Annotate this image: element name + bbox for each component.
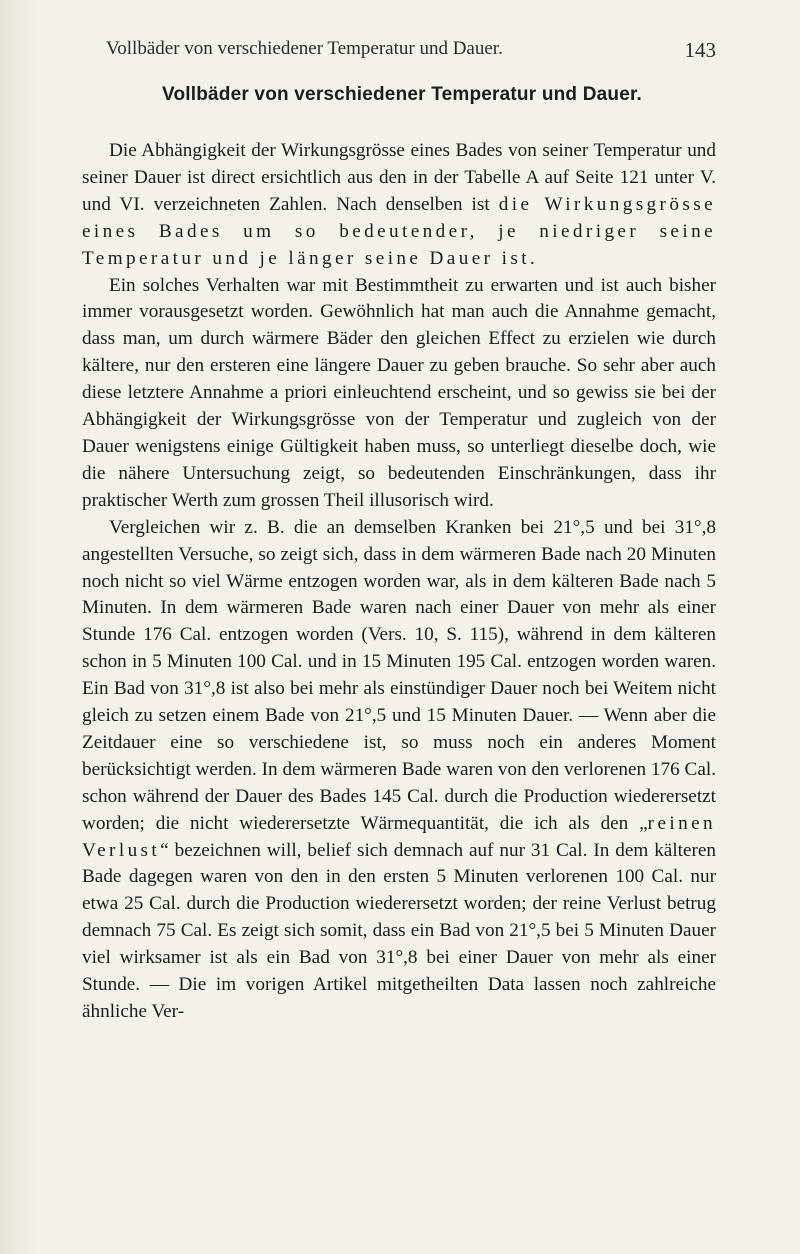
running-title: Vollbäder von verschiedener Temperatur und Dauer. bbox=[106, 38, 503, 59]
paragraph-3-text-b: “ bezeichnen will, belief sich demnach auf nur 31 Cal. In dem kälteren Bade dagegen waren von den in den ersten 5 Minuten verlorenen 100 Cal. nur etwa 25 Cal. durch die Production wiederersetzt worden; der reine Verlust betrug demnach 75 Cal. Es zeigt sich somit, dass ein Bad von 21°,5 bei 5 Minuten Dauer viel wirksamer ist als ein Bad von 31°,8 bei einer Dauer von mehr als einer Stunde. — Die im vorigen Artikel mitgetheilten Data lassen noch zahlreiche ähnliche Ver- bbox=[82, 839, 716, 1022]
book-page bbox=[82, 0, 722, 1254]
page-edge-shadow bbox=[0, 0, 38, 1254]
running-header bbox=[82, 38, 716, 68]
section-title: Vollbäder von verschiedener Temperatur und Dauer. bbox=[161, 84, 642, 105]
body-text bbox=[82, 138, 716, 1026]
paragraph-3 bbox=[82, 515, 716, 1026]
paragraph-1-text: Die Abhängigkeit der Wirkungsgrösse eines Bades von seiner Temperatur und seiner Dauer ist direct ersichtlich aus den in der Tabelle A auf Seite 121 unter V. und VI. verzeichneten Zahlen. Nach denselben ist bbox=[82, 140, 716, 215]
paragraph-1 bbox=[82, 138, 716, 273]
page-number: 143 bbox=[684, 38, 716, 62]
paragraph-2: Ein solches Verhalten war mit Bestimmtheit zu erwarten und ist auch bisher immer vorausgesetzt worden. Gewöhnlich hat man auch die Annahme gemacht, dass man, um durch wärmere Bäder den gleichen Effect zu erzielen wie durch kältere, nur den ersteren eine längere Dauer zu geben brauche. So sehr aber auch diese letztere Annahme a priori einleuchtend erscheint, und so gewiss sie bei der Abhängigkeit der Wirkungsgrösse von der Temperatur und zugleich von der Dauer wenigstens einige Gültigkeit haben muss, so unterliegt dieselbe doch, wie die nähere Untersuchung zeigt, so bedeutenden Einschränkungen, dass ihr praktischer Werth zum grossen Theil illusorisch wird. bbox=[82, 274, 716, 511]
paragraph-3-text-a: Vergleichen wir z. B. die an demselben Kranken bei 21°,5 und bei 31°,8 angestellten Versuche, so zeigt sich, dass in dem wärmeren Bade nach 20 Minuten noch nicht so viel Wärme entzogen worden war, als in dem kälteren Bade nach 5 Minuten. In dem wärmeren Bade waren nach einer Dauer von mehr als einer Stunde 176 Cal. entzogen worden (Vers. 10, S. 115), während in dem kälteren schon in 5 Minuten 100 Cal. und in 15 Minuten 195 Cal. entzogen worden waren. Ein Bad von 31°,8 ist also bei mehr als einstündiger Dauer noch bei Weitem nicht gleich zu setzen einem Bade von 21°,5 und 15 Minuten Dauer. — Wenn aber die Zeitdauer eine so verschiedene ist, so muss noch ein anderes Moment berücksichtigt werden. In dem wärmeren Bade waren von den verlorenen 176 Cal. schon während der Dauer des Bades 145 Cal. durch die Production wiederersetzt worden; die nicht wiederersetzte Wärmequantität, die ich als den „ bbox=[82, 516, 716, 834]
emphasized-term: reinen Verlust bbox=[82, 812, 716, 861]
emphasized-thesis: die Wirkungsgrösse eines Bades um so bedeutender, je niedriger seine Temperatur und je länger seine Dauer ist. bbox=[82, 193, 716, 269]
